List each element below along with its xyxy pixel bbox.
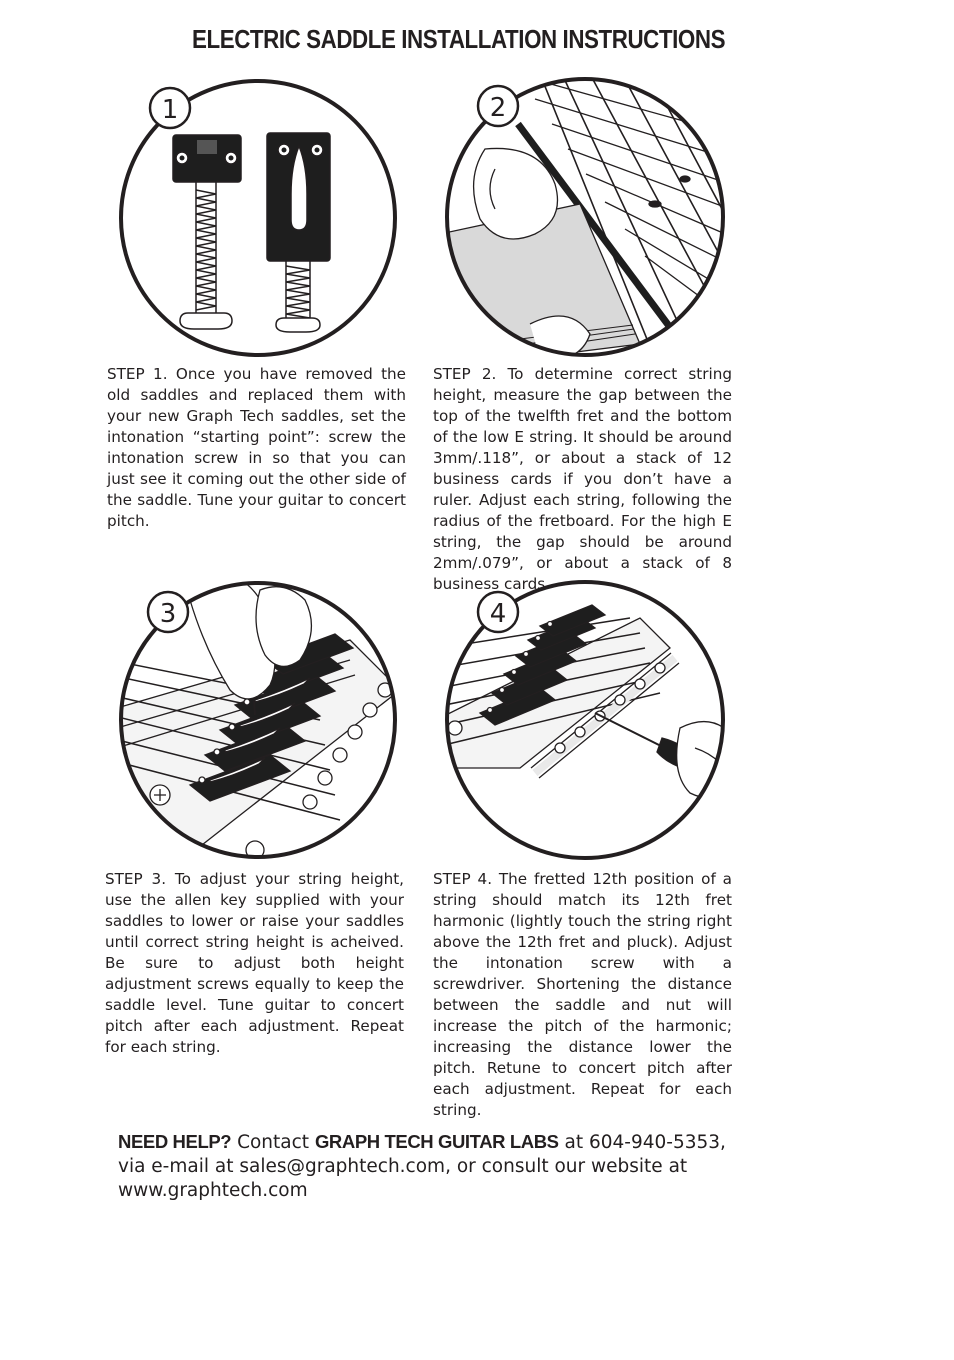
step-2-text: STEP 2. To determine correct string height, measure the gap between the top of the twelfth fret and the bottom of the low E string. It should be around 3mm/.118”, or about a stack of 12 business cards if you don’t have a ruler. Adjust each string, following the radius of the fretboard. For the high E string, the gap should be around 2mm/.079”, or about a stack of 8 business cards. bbox=[433, 365, 732, 593]
step-2-illustration bbox=[440, 74, 730, 359]
step-4-illustration bbox=[440, 578, 730, 863]
help-lead: NEED HELP? bbox=[118, 1131, 232, 1152]
page-title: ELECTRIC SADDLE INSTALLATION INSTRUCTIONS bbox=[192, 24, 726, 54]
step-2-number: 2 bbox=[489, 93, 507, 123]
step-4-text: STEP 4. The fretted 12th position of a string should match its 12th fret harmonic (lightly touch the string right above the 12th fret and pluck). Adjust the intonation screw with a screwdriver. Shortening the distance between the saddle and nut will increase the pitch of the harmonic; increasing the distance lower the pitch. Retune to concert pitch after each adjustment. Repeat for each string. bbox=[433, 870, 732, 1119]
step-1-illustration bbox=[110, 78, 410, 358]
step-1-text: STEP 1. Once you have removed the old saddles and replaced them with your new Graph Tech saddles, set the intonation “starting point”: screw the intonation screw in so that you can just see it coming out the other side of the saddle. Tune your guitar to concert pitch. bbox=[107, 365, 406, 530]
step-3-illustration bbox=[110, 580, 400, 865]
help-contact-word: Contact bbox=[231, 1132, 315, 1153]
step-3-text: STEP 3. To adjust your string height, use the allen key supplied with your saddles to lower or raise your saddles until correct string height is acheived. Be sure to adjust both height adjustment screws equally to keep the saddle level. Tune guitar to concert pitch after each adjustment. Repeat for each string. bbox=[105, 870, 404, 1056]
step-1-number: 1 bbox=[161, 95, 179, 125]
help-contact-info bbox=[118, 1130, 758, 1203]
step-4-number: 4 bbox=[489, 599, 507, 629]
help-details: at 604-940-5353, via e-mail at sales@graphtech.com, or consult our website at www.graphtech.com bbox=[118, 1132, 726, 1201]
help-company: GRAPH TECH GUITAR LABS bbox=[314, 1131, 559, 1152]
step-3-number: 3 bbox=[159, 599, 177, 629]
